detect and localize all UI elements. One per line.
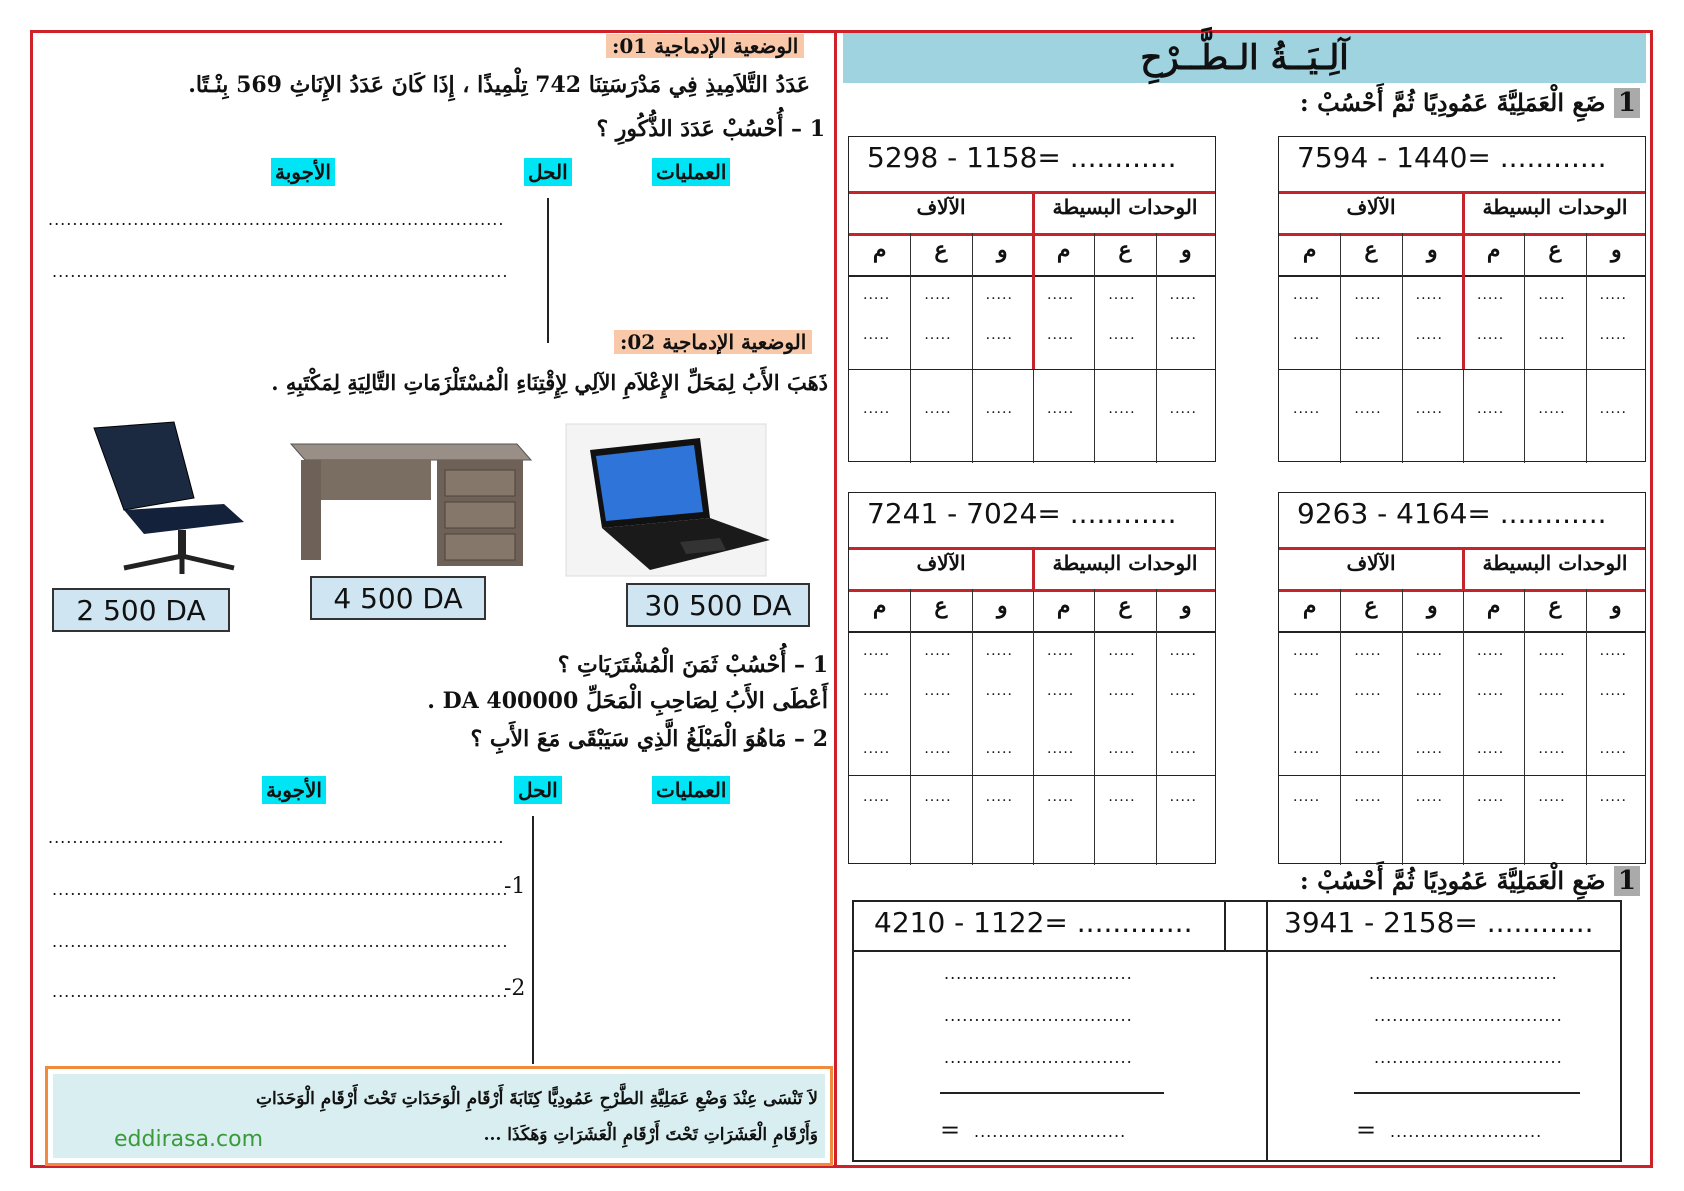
digit-placeholder: ..... <box>924 287 952 303</box>
header-thousands: الآلاف <box>1346 551 1396 575</box>
digit-placeholder: ..... <box>1415 643 1443 659</box>
situation2-text: ذَهَبَ الأَبُ لِمَحَلِّ الإِعْلاَمِ الآلِي لِإِقْتِنَاءِ الْمُسْتَلْزَمَاتِ التَّالِيَةِ لِمَكْتَبِهِ . <box>271 370 828 395</box>
column-header: و <box>997 237 1008 263</box>
column-header: ع <box>934 593 948 619</box>
digit-placeholder: ..... <box>1293 683 1321 699</box>
answer-line: ........................................................................... <box>52 262 509 281</box>
column-header: و <box>1611 593 1622 619</box>
digit-placeholder: ..... <box>985 287 1013 303</box>
column-header: و <box>1427 593 1438 619</box>
digit-placeholder: ..... <box>1047 741 1075 757</box>
column-header: م <box>1302 237 1317 263</box>
digit-placeholder: ..... <box>1169 741 1197 757</box>
digit-placeholder: ..... <box>1293 327 1321 343</box>
digit-placeholder: ..... <box>1047 683 1075 699</box>
header-simple-units: الوحدات البسيطة <box>1482 195 1628 219</box>
equal-sign: = <box>940 1116 961 1144</box>
digit-placeholder: ..... <box>924 401 952 417</box>
header-thousands: الآلاف <box>916 195 966 219</box>
digit-placeholder: ..... <box>1477 287 1505 303</box>
digit-placeholder: ..... <box>1047 643 1075 659</box>
situation2-label: الوضعية الإدماجية 02: <box>614 330 812 354</box>
section2-box <box>852 900 1622 1162</box>
answer-line: ........................................................................... <box>48 210 505 229</box>
digit-placeholder: ..... <box>1415 327 1443 343</box>
column-header: م <box>872 593 887 619</box>
section1-number: 1 <box>1614 88 1640 118</box>
digit-placeholder: ..... <box>1354 401 1382 417</box>
digit-placeholder: ..... <box>1108 327 1136 343</box>
tip-line2: وَأَرْقَامِ الْعَشَرَاتِ تَحْتَ أَرْقَامِ الْعَشَرَاتِ وَهَكَذَا ... <box>483 1125 818 1145</box>
operation-expression: 7241 - 7024= ............ <box>867 497 1177 530</box>
digit-placeholder: ..... <box>1599 683 1627 699</box>
digit-placeholder: ..... <box>1108 401 1136 417</box>
digit-placeholder: ..... <box>1538 683 1566 699</box>
digit-placeholder: ..... <box>1538 789 1566 805</box>
digit-placeholder: ..... <box>1415 401 1443 417</box>
digit-placeholder: ..... <box>1538 287 1566 303</box>
operation-expression: 9263 - 4164= ............ <box>1297 497 1607 530</box>
section2-instruction: 1 ضَعِ الْعَمَلِيَّةَ عَمُودِيًا ثُمَّ أَحْسُبْ : <box>1200 866 1640 896</box>
digit-placeholder: ..... <box>1477 683 1505 699</box>
digit-placeholder: ..... <box>924 643 952 659</box>
digit-placeholder: ..... <box>1354 327 1382 343</box>
answer-line: ........................................................................... <box>52 982 509 1001</box>
subtraction-grid <box>1278 492 1646 864</box>
digit-placeholder: ..... <box>1354 643 1382 659</box>
dot-line: ............................... <box>944 964 1133 983</box>
digit-placeholder: ..... <box>985 683 1013 699</box>
digit-placeholder: ..... <box>863 287 891 303</box>
header-thousands: الآلاف <box>916 551 966 575</box>
situation2-given: أَعْطَى الأَبُ لِصَاحِبِ الْمَحَلِّ 400000 DA . <box>427 688 828 714</box>
column-header: ع <box>1118 593 1132 619</box>
situation2-question2: 2 – مَاهُوَ الْمَبْلَغُ الَّذِي سَيَبْقَى مَعَ الأَبِ ؟ <box>470 726 828 752</box>
solution-label: الحل <box>524 158 572 186</box>
column-header: و <box>1427 237 1438 263</box>
column-header: م <box>1486 593 1501 619</box>
column-header: و <box>1181 593 1192 619</box>
digit-placeholder: ..... <box>1047 401 1075 417</box>
dot-line: ............................... <box>1369 964 1558 983</box>
digit-placeholder: ..... <box>1108 643 1136 659</box>
page-title: آلِـيَــةُ الـطَّــرْحِ <box>843 33 1646 83</box>
digit-placeholder: ..... <box>924 683 952 699</box>
column-header: و <box>1611 237 1622 263</box>
header-simple-units: الوحدات البسيطة <box>1052 551 1198 575</box>
digit-placeholder: ..... <box>1415 789 1443 805</box>
digit-placeholder: ..... <box>924 327 952 343</box>
desk-icon <box>287 430 533 570</box>
digit-placeholder: ..... <box>863 401 891 417</box>
column-header: م <box>1486 237 1501 263</box>
digit-placeholder: ..... <box>1293 741 1321 757</box>
header-thousands: الآلاف <box>1346 195 1396 219</box>
digit-placeholder: ..... <box>1538 741 1566 757</box>
digit-placeholder: ..... <box>1354 741 1382 757</box>
digit-placeholder: ..... <box>1477 789 1505 805</box>
answer-line: ........................................................................... <box>48 828 505 847</box>
digit-placeholder: ..... <box>1599 401 1627 417</box>
column-header: ع <box>1364 593 1378 619</box>
result-dots: ......................... <box>1390 1122 1543 1141</box>
digit-placeholder: ..... <box>1538 401 1566 417</box>
digit-placeholder: ..... <box>1477 741 1505 757</box>
digit-placeholder: ..... <box>1538 327 1566 343</box>
column-header: ع <box>1364 237 1378 263</box>
digit-placeholder: ..... <box>1599 287 1627 303</box>
column-header: م <box>1056 237 1071 263</box>
column-header: م <box>1302 593 1317 619</box>
dot-line: ............................... <box>1374 1048 1563 1067</box>
digit-placeholder: ..... <box>1047 287 1075 303</box>
result-dots: ......................... <box>974 1122 1127 1141</box>
digit-placeholder: ..... <box>1293 643 1321 659</box>
digit-placeholder: ..... <box>1169 643 1197 659</box>
column-header: ع <box>934 237 948 263</box>
operation-expression: 5298 - 1158= ............ <box>867 141 1177 174</box>
tip-line1: لاَ تَنْسَى عِنْدَ وَضْعِ عَمَلِيَّةِ الطَّرْحِ عَمُودِيًّا كِتَابَةَ أَرْقَامِ الْوَحَدَاتِ تَحْتَ أَرْقَامِ الْوَحَدَاتِ <box>256 1089 818 1109</box>
digit-placeholder: ..... <box>1415 287 1443 303</box>
ops-label: العمليات <box>652 158 730 186</box>
chair-icon <box>84 418 254 578</box>
dot-line: ............................... <box>1374 1006 1563 1025</box>
answers-label: الأجوبة <box>271 158 335 186</box>
desk-price: 4 500 DA <box>310 576 486 620</box>
section1-instruction: 1 ضَعِ الْعَمَلِيَّةَ عَمُودِيًا ثُمَّ أَحْسُبْ : <box>1200 88 1640 118</box>
digit-placeholder: ..... <box>1599 327 1627 343</box>
digit-placeholder: ..... <box>1354 789 1382 805</box>
digit-placeholder: ..... <box>1169 327 1197 343</box>
chair-price: 2 500 DA <box>52 588 230 632</box>
ops-label: العمليات <box>652 776 730 804</box>
subtraction-grid <box>1278 136 1646 462</box>
header-simple-units: الوحدات البسيطة <box>1052 195 1198 219</box>
digit-placeholder: ..... <box>863 327 891 343</box>
situation1-label: الوضعية الإدماجية 01: <box>606 34 804 58</box>
digit-placeholder: ..... <box>985 327 1013 343</box>
laptop-price: 30 500 DA <box>626 583 810 627</box>
answer-line: ........................................................................... <box>52 880 509 899</box>
digit-placeholder: ..... <box>1047 789 1075 805</box>
digit-placeholder: ..... <box>1293 401 1321 417</box>
column-header: ع <box>1118 237 1132 263</box>
column-divider <box>834 30 837 1168</box>
section2-number: 1 <box>1614 866 1640 896</box>
laptop-icon <box>560 420 780 580</box>
operation-4210: 4210 - 1122= ............. <box>874 906 1193 939</box>
operation-3941: 3941 - 2158= ............ <box>1284 906 1594 939</box>
digit-placeholder: ..... <box>985 741 1013 757</box>
digit-placeholder: ..... <box>1538 643 1566 659</box>
situation2-question1: 1 – أُحْسُبْ ثَمَنَ الْمُشْتَرَيَاتِ ؟ <box>557 652 828 678</box>
answers-label: الأجوبة <box>262 776 326 804</box>
digit-placeholder: ..... <box>863 643 891 659</box>
situation1-question: 1 – أُحْسُبْ عَدَدَ الذُّكُورِ ؟ <box>596 116 825 142</box>
digit-placeholder: ..... <box>1108 789 1136 805</box>
digit-placeholder: ..... <box>1599 643 1627 659</box>
digit-placeholder: ..... <box>863 683 891 699</box>
digit-placeholder: ..... <box>1169 789 1197 805</box>
digit-placeholder: ..... <box>1477 401 1505 417</box>
digit-placeholder: ..... <box>1599 741 1627 757</box>
dot-line: ............................... <box>944 1006 1133 1025</box>
digit-placeholder: ..... <box>1477 643 1505 659</box>
header-simple-units: الوحدات البسيطة <box>1482 551 1628 575</box>
digit-placeholder: ..... <box>1354 683 1382 699</box>
digit-placeholder: ..... <box>1047 327 1075 343</box>
digit-placeholder: ..... <box>1108 683 1136 699</box>
digit-placeholder: ..... <box>985 643 1013 659</box>
column-header: و <box>1181 237 1192 263</box>
column-header: و <box>997 593 1008 619</box>
digit-placeholder: ..... <box>1293 287 1321 303</box>
operation-expression: 7594 - 1440= ............ <box>1297 141 1607 174</box>
digit-placeholder: ..... <box>1477 327 1505 343</box>
digit-placeholder: ..... <box>863 789 891 805</box>
column-header: م <box>1056 593 1071 619</box>
digit-placeholder: ..... <box>985 401 1013 417</box>
digit-placeholder: ..... <box>924 741 952 757</box>
column-header: ع <box>1548 593 1562 619</box>
column-header: ع <box>1548 237 1562 263</box>
digit-placeholder: ..... <box>1599 789 1627 805</box>
digit-placeholder: ..... <box>1108 287 1136 303</box>
digit-placeholder: ..... <box>1169 401 1197 417</box>
digit-placeholder: ..... <box>1108 741 1136 757</box>
equal-sign: = <box>1356 1116 1377 1144</box>
column-header: م <box>872 237 887 263</box>
digit-placeholder: ..... <box>1293 789 1321 805</box>
tip-box <box>45 1066 833 1166</box>
answer-mark-1: -1 <box>504 874 526 899</box>
digit-placeholder: ..... <box>1415 683 1443 699</box>
answer-line: ........................................................................... <box>52 932 509 951</box>
digit-placeholder: ..... <box>1415 741 1443 757</box>
subtraction-grid <box>848 136 1216 462</box>
answer-mark-2: -2 <box>504 976 526 1001</box>
situation1-text: عَدَدُ التَّلاَمِيذِ فِي مَدْرَسَتِنَا 742 تِلْمِيذًا ، إِذَا كَانَ عَدَدُ الإِنَاثِ 569 بِنْـتًا. <box>188 72 810 98</box>
digit-placeholder: ..... <box>1169 683 1197 699</box>
digit-placeholder: ..... <box>1169 287 1197 303</box>
digit-placeholder: ..... <box>924 789 952 805</box>
digit-placeholder: ..... <box>863 741 891 757</box>
digit-placeholder: ..... <box>1354 287 1382 303</box>
digit-placeholder: ..... <box>985 789 1013 805</box>
solution-label: الحل <box>514 776 562 804</box>
subtraction-grid <box>848 492 1216 864</box>
watermark-site: eddirasa.com <box>114 1127 264 1152</box>
dot-line: ............................... <box>944 1048 1133 1067</box>
